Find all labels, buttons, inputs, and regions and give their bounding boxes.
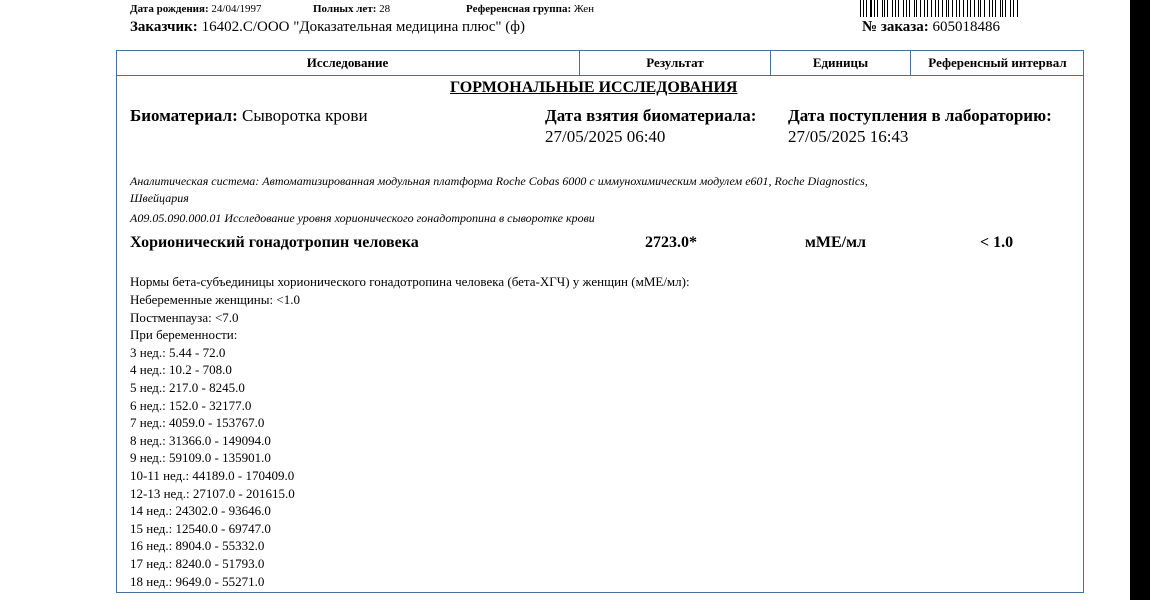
barcode-bar xyxy=(980,0,981,17)
barcode-bar xyxy=(860,0,861,17)
order-label: № заказа: xyxy=(862,19,929,35)
column-header-reference: Референсный интервал xyxy=(910,50,1084,76)
received-date-label: Дата поступления в лабораторию: xyxy=(788,106,1052,125)
taken-date-value: 27/05/2025 06:40 xyxy=(545,127,666,146)
norm-line: Небеременные женщины: <1.0 xyxy=(130,292,300,307)
barcode-bar xyxy=(938,0,939,17)
biomaterial-field xyxy=(130,106,368,126)
norm-line: 5 нед.: 217.0 - 8245.0 xyxy=(130,380,245,395)
dob-label: Дата рождения: xyxy=(130,3,209,15)
client-label: Заказчик: xyxy=(130,19,198,35)
age-value: 28 xyxy=(379,3,391,15)
taken-date-label: Дата взятия биоматериала: xyxy=(545,106,757,125)
barcode-bar xyxy=(989,0,990,17)
column-header-study: Исследование xyxy=(116,50,579,76)
table-header xyxy=(116,50,1084,76)
norm-line: 4 нед.: 10.2 - 708.0 xyxy=(130,362,232,378)
norm-line: 14 нед.: 24302.0 - 93646.0 xyxy=(130,503,271,519)
norm-line: 10-11 нед.: 44189.0 - 170409.0 xyxy=(130,468,295,483)
norm-line: 15 нед.: 12540.0 - 69747.0 xyxy=(130,520,271,536)
client-field xyxy=(130,19,525,36)
dob-field xyxy=(130,3,262,15)
barcode-bar xyxy=(927,0,928,17)
barcode-icon xyxy=(860,0,1020,17)
result-units: мМЕ/мл xyxy=(805,234,866,251)
column-header-result: Результат xyxy=(579,50,770,76)
analytic-system-line-1: Аналитическая система: Автоматизированная модульная платформа Roche Cobas 6000 с иммунохимическим модулем e601, Roche Diagnostics, xyxy=(130,174,868,188)
analytic-system-line-2: Швейцария xyxy=(130,191,189,205)
norm-line: 6 нед.: 152.0 - 32177.0 xyxy=(130,397,252,413)
barcode-bar xyxy=(935,0,936,17)
barcode-bar xyxy=(909,0,910,17)
barcode-bar xyxy=(877,0,878,17)
norm-line: 9 нед.: 59109.0 - 135901.0 xyxy=(130,450,271,466)
barcode-bar xyxy=(959,0,960,17)
barcode-bar xyxy=(870,0,871,17)
dob-value: 24/04/1997 xyxy=(211,3,262,15)
result-name: Хорионический гонадотропин человека xyxy=(130,234,419,251)
barcode-bar xyxy=(892,0,893,17)
barcode-bar xyxy=(948,0,949,17)
section-title: ГОРМОНАЛЬНЫЕ ИССЛЕДОВАНИЯ xyxy=(450,79,738,96)
norms-title: Нормы бета-субъединицы хорионического гонадотропина человека (бета-ХГЧ) у женщин (мМЕ/мл): xyxy=(130,274,690,289)
barcode-bar xyxy=(995,0,996,17)
norm-line: При беременности: xyxy=(130,327,238,343)
result-value: 2723.0* xyxy=(645,234,697,251)
barcode-bar xyxy=(887,0,888,17)
norm-line: 3 нед.: 5.44 - 72.0 xyxy=(130,344,226,360)
age-label: Полных лет: xyxy=(313,3,377,15)
ref-group-label: Референсная группа: xyxy=(466,3,572,15)
barcode-bar xyxy=(1005,0,1006,17)
biomaterial-value: Сыворотка крови xyxy=(241,106,368,125)
norm-line: 16 нед.: 8904.0 - 55332.0 xyxy=(130,538,265,554)
order-value: 605018486 xyxy=(932,19,1001,35)
ref-group-field xyxy=(466,3,594,15)
barcode-bar xyxy=(916,0,917,17)
result-reference: < 1.0 xyxy=(980,234,1014,251)
barcode-bar xyxy=(967,0,968,17)
client-value: 16402.С/ООО "Доказательная медицина плюс" (ф) xyxy=(201,19,525,35)
received-date-value: 27/05/2025 16:43 xyxy=(788,127,909,146)
norm-line: 17 нед.: 8240.0 - 51793.0 xyxy=(130,556,265,571)
barcode-bar xyxy=(903,0,904,17)
barcode-bar xyxy=(970,0,971,17)
norm-line: 8 нед.: 31366.0 - 149094.0 xyxy=(130,432,271,448)
norm-line: 12-13 нед.: 27107.0 - 201615.0 xyxy=(130,485,295,501)
column-header-units: Единицы xyxy=(770,50,910,76)
norm-line: Постменпауза: <7.0 xyxy=(130,309,239,325)
norm-line: 18 нед.: 9649.0 - 55271.0 xyxy=(130,573,265,589)
study-code-line: A09.05.090.000.01 Исследование уровня хорионического гонадотропина в сыворотке крови xyxy=(130,211,595,225)
ref-group-value: Жен xyxy=(573,3,594,15)
biomaterial-label: Биоматериал: xyxy=(130,106,238,125)
age-field xyxy=(313,3,390,15)
barcode-bar xyxy=(1013,0,1014,17)
norm-line: 7 нед.: 4059.0 - 153767.0 xyxy=(130,415,265,431)
order-field xyxy=(862,19,1000,36)
